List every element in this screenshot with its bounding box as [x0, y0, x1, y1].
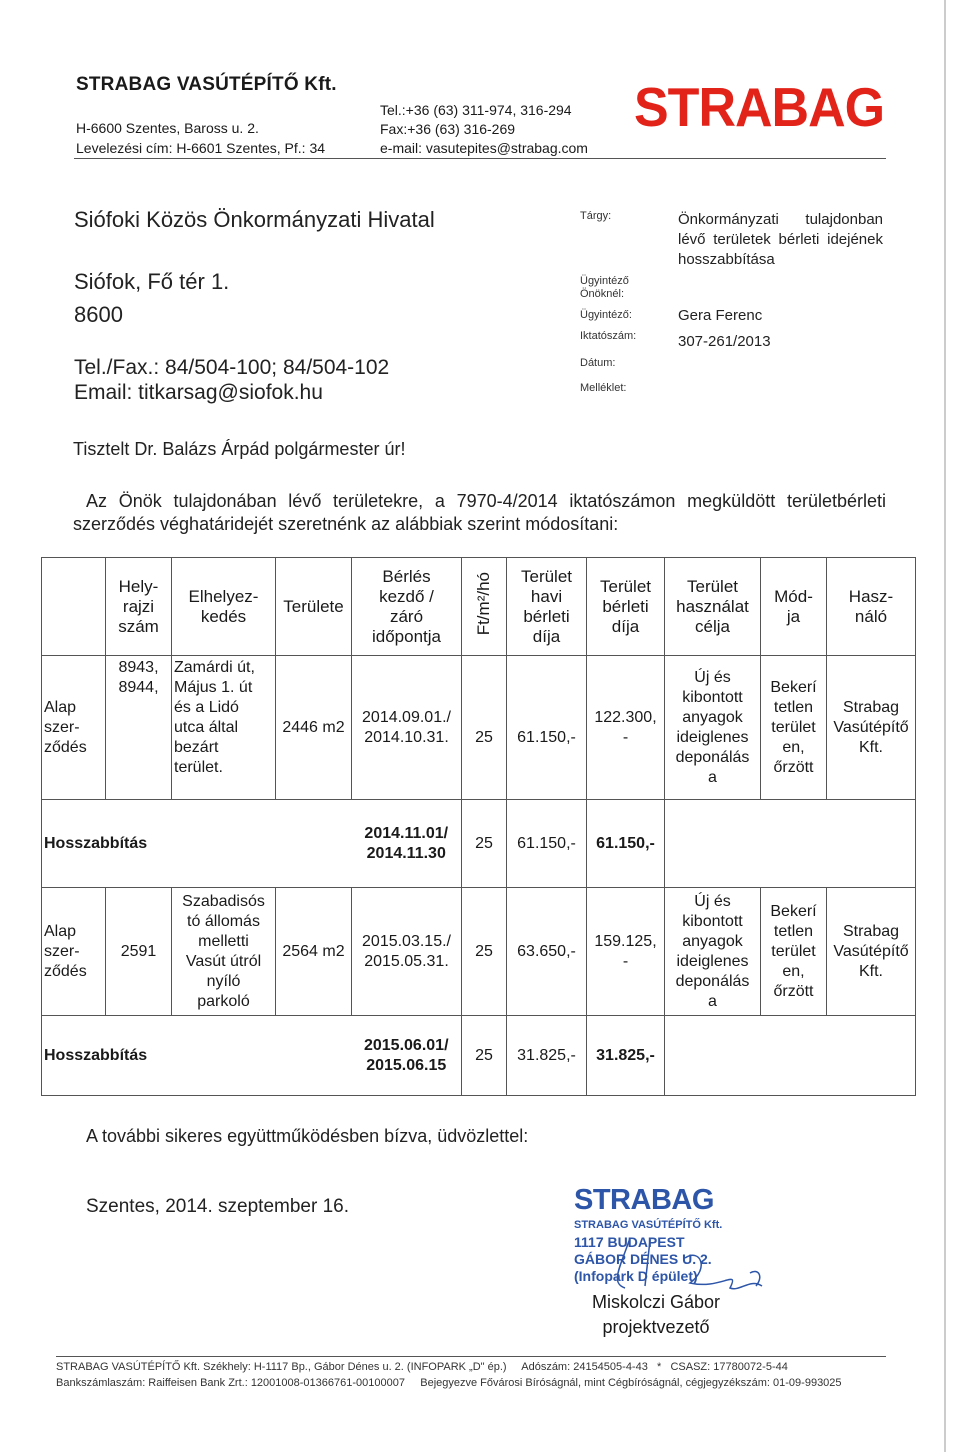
- targy-value: Önkormányzati tulajdonban lévő területek bérleti idejének hosszabbítása: [678, 211, 883, 268]
- iktatoszam-label: Iktatószám:: [580, 330, 637, 342]
- iktatoszam-value: 307-261/2013: [678, 333, 771, 350]
- recipient-telfax: Tel./Fax.: 84/504-100; 84/504-102: [74, 356, 390, 379]
- header-berles: Bérlés kezdő / záró időpontja: [352, 558, 462, 656]
- sender-address: H-6600 Szentes, Baross u. 2.: [76, 120, 259, 136]
- stamp-line3: GÁBOR DÉNES U. 2.: [574, 1251, 712, 1267]
- stamp-logo: STRABAG: [574, 1184, 714, 1216]
- table-row: [42, 888, 916, 1016]
- table-row: [42, 656, 916, 800]
- recipient-name: Siófoki Közös Önkormányzati Hivatal: [74, 207, 435, 232]
- rental-table: [41, 557, 916, 1096]
- sender-email: e-mail: vasutepites@strabag.com: [380, 140, 588, 156]
- row-ftm2: 25: [462, 1016, 507, 1096]
- row-berleti: 61.150,-: [587, 800, 665, 888]
- sender-postal-address: Levelezési cím: H-6601 Szentes, Pf.: 34: [76, 140, 326, 156]
- signer-name: Miskolczi Gábor: [591, 1292, 721, 1312]
- header-hasznalo: Hasz- náló: [827, 558, 916, 656]
- header-modja: Mód- ja: [761, 558, 827, 656]
- row-hasznalo: Strabag Vasútépítő Kft.: [827, 656, 916, 800]
- table-row-extension: [42, 1016, 916, 1096]
- intro-line1: Az Önök tulajdonában lévő területekre, a 7970-4/2014 iktatószámon megküldött területbérleti: [86, 491, 886, 511]
- footer-line2: Bankszámlaszám: Raiffeisen Bank Zrt.: 12001008-01366761-00100007 Bejegyezve Fővárosi Bíróságnál, mint Cégbíróságnál, cégjegyzékszám: 01-09-993025: [56, 1377, 842, 1389]
- row-berleti: 31.825,-: [587, 1016, 665, 1096]
- header-terulete: Területe: [276, 558, 352, 656]
- row-hrsz: 8943, 8944,: [106, 656, 172, 800]
- row-ftm2: 25: [462, 800, 507, 888]
- ugyintezo-value: Gera Ferenc: [678, 307, 763, 324]
- header-ftm2: Ft/m²/hó: [474, 571, 493, 636]
- row-berles: 2014.09.01./ 2014.10.31.: [352, 656, 462, 800]
- row-havi: 61.150,-: [507, 800, 587, 888]
- recipient-street: Siófok, Fő tér 1.: [74, 269, 230, 294]
- row-havi: 31.825,-: [507, 1016, 587, 1096]
- row-empty: [665, 1016, 916, 1096]
- intro-line2: szerződés véghatáridejét szeretnénk az alábbiak szerint módosítani:: [73, 514, 619, 534]
- recipient-email: Email: titkarsag@siofok.hu: [74, 381, 323, 404]
- row-modja: Bekerí tetlen terület en, őrzött: [761, 888, 827, 1016]
- recipient-zip: 8600: [74, 302, 123, 327]
- header-berleti: Terület bérleti díja: [587, 558, 665, 656]
- signer-title: projektvezető: [602, 1317, 710, 1337]
- row-modja: Bekerí tetlen terület en, őrzött: [761, 656, 827, 800]
- footer-line1: STRABAG VASÚTÉPÍTŐ Kft. Székhely: H-1117 Bp., Gábor Dénes u. 2. (INFOPARK „D" ép.) Adószám: 24154505-4-43 * CSASZ: 17780072-5-44: [56, 1361, 788, 1373]
- row-elhelyezkedes: Zamárdi út, Május 1. út és a Lidó utca által bezárt terület.: [172, 656, 276, 800]
- header-havi: Terület havi bérleti díja: [507, 558, 587, 656]
- greeting: Tisztelt Dr. Balázs Árpád polgármester úr!: [73, 439, 406, 459]
- footer-divider: [56, 1356, 886, 1357]
- stamp-line4: (Infopark D épület): [574, 1268, 698, 1284]
- row-empty: [665, 800, 916, 888]
- datum-label: Dátum:: [580, 357, 616, 369]
- row-ftm2: 25: [462, 656, 507, 800]
- targy-label: Tárgy:: [580, 210, 612, 222]
- row-type: Hosszabbítás: [42, 800, 352, 888]
- header-elhelyezkedes: Elhelyez- kedés: [172, 558, 276, 656]
- ugyintezo-onoknel-label1: Ügyintéző: [580, 275, 629, 287]
- sender-fax: Fax:+36 (63) 316-269: [380, 121, 516, 137]
- sender-tel: Tel.:+36 (63) 311-974, 316-294: [380, 102, 572, 118]
- table-header-row: [42, 558, 916, 656]
- row-terulete: 2564 m2: [276, 888, 352, 1016]
- row-berles: 2015.03.15./ 2015.05.31.: [352, 888, 462, 1016]
- row-ftm2: 25: [462, 888, 507, 1016]
- row-type: Hosszabbítás: [42, 1016, 352, 1096]
- ugyintezo-onoknel-label2: Önöknél:: [580, 288, 625, 300]
- header-hrsz: Hely- rajzi szám: [106, 558, 172, 656]
- row-elhelyezkedes: Szabadisós tó állomás melletti Vasút útról nyíló parkoló: [172, 888, 276, 1016]
- row-berleti: 122.300, -: [587, 656, 665, 800]
- strabag-logo: STRABAG: [634, 77, 885, 139]
- stamp-line2: 1117 BUDAPEST: [574, 1234, 685, 1250]
- page-edge-line: [944, 0, 946, 1452]
- signature-scribble: [590, 1228, 780, 1298]
- closing-text: A további sikeres együttműködésben bízva, üdvözlettel:: [86, 1126, 529, 1146]
- row-havi: 61.150,-: [507, 656, 587, 800]
- header-divider: [74, 158, 886, 159]
- melleklet-label: Melléklet:: [580, 382, 627, 394]
- table-row-extension: [42, 800, 916, 888]
- header-type: [42, 558, 106, 656]
- row-havi: 63.650,-: [507, 888, 587, 1016]
- row-berles: 2015.06.01/ 2015.06.15: [352, 1016, 462, 1096]
- row-hasznalat: Új és kibontott anyagok ideiglenes deponálás a: [665, 656, 761, 800]
- row-berles: 2014.11.01/ 2014.11.30: [352, 800, 462, 888]
- sender-company: STRABAG VASÚTÉPÍTŐ Kft.: [76, 74, 337, 95]
- row-hasznalo: Strabag Vasútépítő Kft.: [827, 888, 916, 1016]
- header-hasznalat: Terület használat célja: [665, 558, 761, 656]
- place-date: Szentes, 2014. szeptember 16.: [86, 1196, 349, 1217]
- row-terulete: 2446 m2: [276, 656, 352, 800]
- ugyintezo-label: Ügyintéző:: [580, 309, 632, 321]
- row-berleti: 159.125, -: [587, 888, 665, 1016]
- row-hasznalat: Új és kibontott anyagok ideiglenes deponálás a: [665, 888, 761, 1016]
- row-type: Alap szer- ződés: [42, 656, 106, 800]
- row-hrsz: 2591: [106, 888, 172, 1016]
- row-type: Alap szer- ződés: [42, 888, 106, 1016]
- stamp-line1: STRABAG VASÚTÉPÍTŐ Kft.: [574, 1219, 723, 1231]
- header-ftm2-cell: [462, 558, 507, 656]
